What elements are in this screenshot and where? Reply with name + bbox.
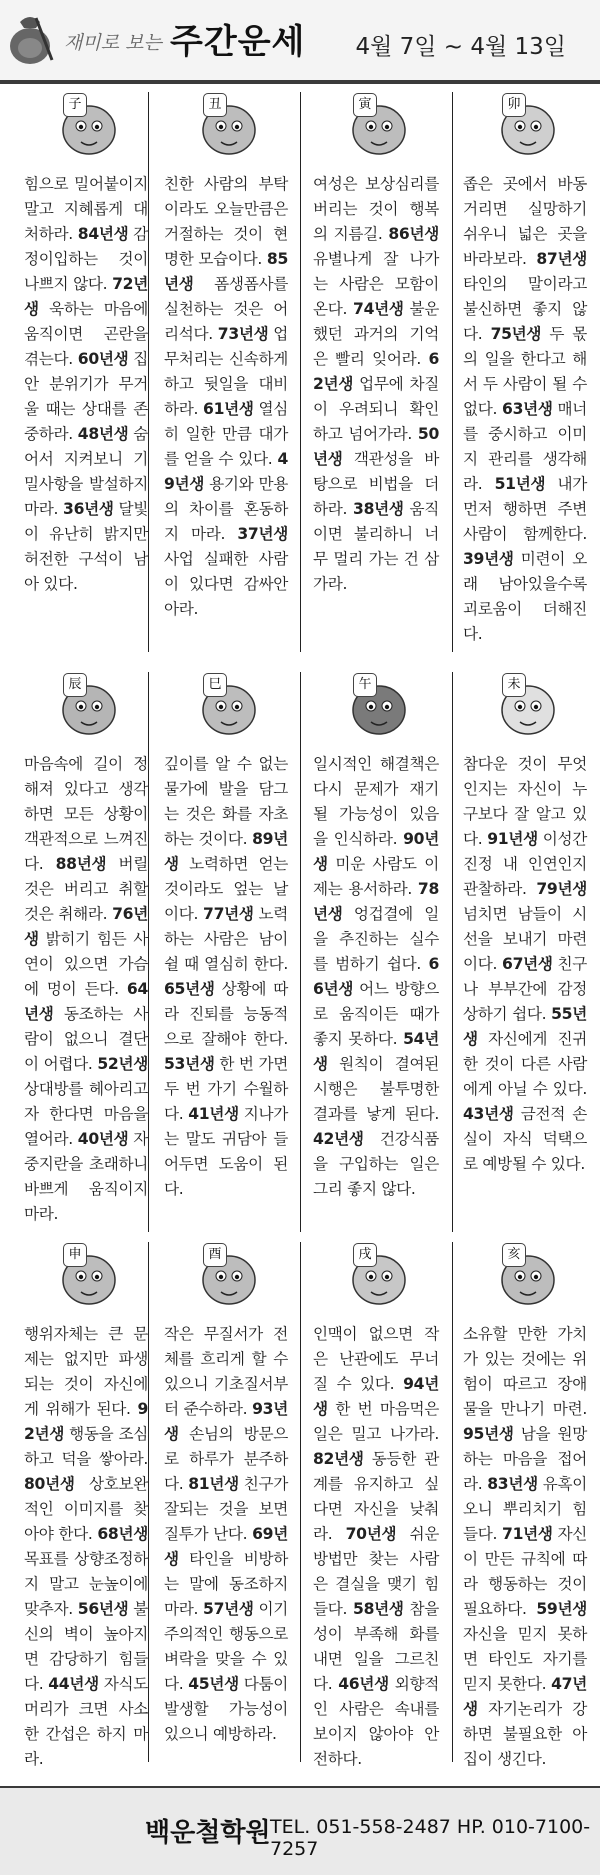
academy-name: 백운철학원 [145,1818,271,1848]
fortune-text [463,172,587,647]
birth-year: 88년생 [55,855,107,873]
sheep-icon [490,670,560,740]
tiger-icon [341,90,411,160]
fortune-sentence: 지나가는 말도 귀담아 들어두면 도움이 된다. [164,1105,289,1198]
column-divider [300,1242,301,1762]
fortune-text [164,172,288,622]
birth-year: 48년생 [77,425,129,443]
ox-icon [191,90,261,160]
monkey-icon [51,1240,121,1310]
fortune-sentence: 친구가 잘되는 것을 보면 질투가 난다. [164,1475,289,1543]
birth-year: 87년생 [536,250,587,268]
fortune-sentence: 달빛이 유난히 밝지만 허전한 구석이 남아 있다. [24,500,149,593]
fortune-sentence: 한 번 마음먹은 일은 밀고 나가라. [313,1400,439,1443]
fortune-sentence: 친한 사람의 부탁이라도 오늘만큼은 거절하는 것이 현명한 모습이다. [164,175,288,268]
birth-year: 67년생 [502,955,553,973]
birth-year: 50년생 [313,425,439,468]
birth-year: 37년생 [237,525,288,543]
birth-year: 36년생 [63,500,114,518]
horoscope-grid [0,80,600,1786]
birth-year: 44년생 [48,1675,99,1693]
fortune-sentence: 이기주의적인 행동으로 벼락을 맞을 수 있다. [164,1600,289,1693]
birth-year: 61년생 [203,400,254,418]
column-divider [148,92,149,652]
zodiac-sign-label: 亥 [502,1243,526,1267]
fortune-sentence: 엉겁결에 일을 추진하는 실수를 범하기 쉽다. [313,905,439,973]
column-divider [300,92,301,652]
column-divider [148,1242,149,1762]
birth-year: 57년생 [203,1600,254,1618]
fortune-sentence: 동등한 관계를 유지하고 싶다면 자신을 낮춰라. [313,1450,439,1543]
snake-icon [191,670,261,740]
birth-year: 52년생 [97,1055,148,1073]
birth-year: 81년생 [188,1475,239,1493]
zodiac-card-horse [313,670,439,1202]
title-subtitle: 재미로 보는 [64,32,162,54]
fortune-sentence: 외향적인 사람은 속내를 보이지 않아야 안전하다. [313,1675,440,1768]
fortune-text [313,1322,439,1772]
birth-year: 39년생 [463,550,514,568]
zodiac-card-dragon [24,670,148,1227]
birth-year: 40년생 [77,1130,129,1148]
birth-year: 70년생 [345,1525,397,1543]
fortune-text [164,1322,288,1747]
fortune-text [313,172,439,597]
fortune-sentence: 유별나게 잘 나가는 사람은 모함이 온다. [313,250,439,318]
birth-year: 71년생 [502,1525,553,1543]
fortune-sentence: 움직이면 불리하니 너무 멀리 가는 건 삼가라. [313,500,440,593]
birth-year: 51년생 [494,475,546,493]
birth-year: 73년생 [217,325,269,343]
fortune-sentence: 노력하는 사람은 남이 쉴 때 열심히 한다. [164,905,289,973]
birth-year: 63년생 [502,400,553,418]
fortune-sentence: 두 몫의 일을 한다고 해서 두 사람이 될 수 없다. [463,325,588,418]
birth-year: 80년생 [24,1475,75,1493]
birth-year: 75년생 [490,325,542,343]
fortune-sentence: 미련이 오래 남아있을수록 괴로움이 더해진다. [463,550,587,643]
fortune-sentence: 내가 먼저 행하면 주변 사람이 함께한다. [463,475,587,543]
birth-year: 56년생 [77,1600,129,1618]
birth-year: 54년생 [313,1030,439,1073]
page-title: 주간운세 [170,22,306,62]
fortune-text [463,1322,587,1772]
birth-year: 60년생 [77,350,129,368]
birth-year: 43년생 [463,1105,514,1123]
zodiac-sign-label: 酉 [203,1243,227,1267]
zodiac-sign-label: 子 [63,93,87,117]
fortune-sentence: 넘치면 남들이 시선을 보내기 마련이다. [463,905,587,973]
birth-year: 38년생 [353,500,404,518]
fortune-sentence: 일시적인 해결책은 다시 문제가 재기될 가능성이 있음을 인식하라. [313,755,439,848]
fortune-sentence: 손님의 방문으로 하루가 분주하다. [164,1425,288,1493]
fortune-sentence: 목표를 상향조정하지 말고 눈높이에 맞추자. [24,1550,148,1618]
birth-year: 82년생 [313,1450,364,1468]
fortune-sentence: 친구나 부부간에 감정 상하기 쉽다. [463,955,588,1023]
fortune-sentence: 쉬운 방법만 찾는 사람은 결실을 맺기 힘들다. [313,1525,439,1618]
fortune-text [24,1322,148,1772]
fortune-sentence: 버릴 것은 버리고 취할 것은 취해라. [24,855,148,923]
fortune-sentence: 용기와 만용의 차이를 혼동하지 마라. [164,475,288,543]
birth-year: 89년생 [164,830,288,873]
zodiac-sign-label: 申 [63,1243,87,1267]
birth-year: 72년생 [24,275,148,318]
birth-year: 86년생 [388,225,439,243]
birth-year: 64년생 [24,980,148,1023]
fortune-sentence: 작은 무질서가 전체를 흐리게 할 수 있으니 기초질서부터 준수하라. [164,1325,288,1418]
date-range: 4월 7일 ~ 4월 13일 [355,34,566,60]
dog-icon [341,1240,411,1310]
zodiac-sign-label: 辰 [63,673,87,697]
birth-year: 47년생 [463,1675,587,1718]
rat-icon [51,90,121,160]
column-divider [148,672,149,1232]
fortune-sentence: 어느 방향으로 움직이든 때가 좋지 못하다. [313,980,439,1048]
birth-year: 93년생 [164,1400,288,1443]
birth-year: 53년생 [164,1055,215,1073]
fortune-sentence: 불운했던 과거의 기억은 빨리 잊어라. [313,300,440,368]
fortune-sentence: 상호보완적인 이미지를 찾아야 한다. [24,1475,148,1543]
zodiac-card-monkey [24,1240,148,1772]
birth-year: 42년생 [313,1130,364,1148]
birth-year: 46년생 [338,1675,389,1693]
fortune-sentence: 동조하는 사람이 없으니 결단이 어렵다. [24,1005,148,1073]
birth-year: 65년생 [164,980,215,998]
zodiac-sign-label: 丑 [203,93,227,117]
zodiac-sign-label: 巳 [203,673,227,697]
fortune-sentence: 자중지란을 초래하니 바쁘게 움직이지 마라. [24,1130,149,1223]
birth-year: 66년생 [313,955,439,998]
fortune-sentence: 사업 실패한 사람이 있다면 감싸안아라. [164,550,288,618]
birth-year: 95년생 [463,1425,514,1443]
fortune-sentence: 행동을 조심하고 덕을 쌓아라. [24,1425,148,1468]
fortune-sentence: 객관성을 바탕으로 비법을 더하라. [313,450,439,518]
fortune-sentence: 매너를 중시하고 이미지 관리를 생각해라. [463,400,588,493]
fortune-sentence: 불신의 벽이 높아지면 감당하기 힘들다. [24,1600,149,1693]
zodiac-card-rabbit [463,90,587,647]
zodiac-card-dog [313,1240,439,1772]
birth-year: 68년생 [97,1525,148,1543]
header [0,0,600,84]
fortune-text [24,172,148,597]
fortune-sentence: 업무에 차질이 우려되니 확인하고 넘어가라. [313,375,439,443]
contact-info: TEL. 051-558-2487 HP. 010-7100-7257 [270,1816,591,1860]
fortune-sentence: 참다운 것이 무엇인지는 자신이 누구보다 잘 알고 있다. [463,755,587,848]
birth-year: 90년생 [313,830,439,873]
birth-year: 77년생 [203,905,254,923]
fortune-sentence: 이성간 진정 내 인연인지 관찰하라. [463,830,588,898]
fortune-text [24,752,148,1227]
zodiac-card-sheep [463,670,587,1177]
zodiac-sign-label: 午 [353,673,377,697]
zodiac-card-rat [24,90,148,597]
birth-year: 84년생 [77,225,129,243]
fortune-sentence: 마음속에 길이 정해져 있다고 생각하면 모든 상황이 객관적으로 느껴진다. [24,755,148,873]
rabbit-icon [490,90,560,160]
zodiac-card-snake [164,670,288,1202]
fortune-sentence: 숨어서 지켜보니 기밀사항을 발설하지 마라. [24,425,149,518]
birth-year: 62년생 [313,350,439,393]
pig-icon [490,1240,560,1310]
birth-year: 58년생 [353,1600,404,1618]
fortune-bag-icon [6,8,54,66]
column-divider [452,92,453,652]
dragon-icon [51,670,121,740]
fortune-sentence: 타인의 말이라고 불신하면 좋지 않다. [463,275,587,343]
birth-year: 78년생 [313,880,439,923]
fortune-sentence: 노력하면 얻는 것이라도 엎는 날이다. [164,855,288,923]
zodiac-card-rooster [164,1240,288,1747]
zodiac-sign-label: 卯 [502,93,526,117]
footer [0,1786,600,1875]
column-divider [452,1242,453,1762]
fortune-sentence: 자신을 믿지 못하면 타인도 자기를 믿지 못한다. [463,1625,587,1693]
zodiac-card-tiger [313,90,439,597]
birth-year: 41년생 [188,1105,239,1123]
zodiac-sign-label: 未 [502,673,526,697]
fortune-text [463,752,587,1177]
fortune-sentence: 집안 분위기가 무거울 때는 상대를 존중하라. [24,350,149,443]
fortune-sentence: 여성은 보상심리를 버리는 것이 행복의 지름길. [313,175,439,243]
fortune-sentence: 자신에게 진귀한 것이 다른 사람에게 아닐 수 있다. [463,1030,587,1098]
zodiac-card-pig [463,1240,587,1772]
horse-icon [341,670,411,740]
birth-year: 74년생 [353,300,404,318]
fortune-sentence: 폼생폼사를 실천하는 것은 어리석다. [164,275,288,343]
birth-year: 55년생 [463,1005,587,1048]
birth-year: 92년생 [24,1400,148,1443]
fortune-sentence: 미운 사람도 이제는 용서하라. [313,855,439,898]
fortune-sentence: 좁은 곳에서 바동거리면 실망하기 쉬우니 넓은 곳을 바라보라. [463,175,587,268]
fortune-sentence: 참을성이 부족해 화를 내면 일을 그르친다. [313,1600,440,1693]
fortune-sentence: 금전적 손실이 자식 덕택으로 예방될 수 있다. [463,1105,587,1173]
fortune-sentence: 다툼이 발생할 가능성이 있으니 예방하라. [164,1675,289,1743]
column-divider [300,672,301,1232]
fortune-sentence: 원칙이 결여된 시행은 불투명한 결과를 낳게 된다. [313,1055,439,1123]
fortune-sentence: 유혹이 오니 뿌리치기 힘들다. [463,1475,588,1543]
birth-year: 91년생 [487,830,538,848]
fortune-sentence: 자기논리가 강하면 불필요한 아집이 생긴다. [463,1700,587,1768]
rooster-icon [191,1240,261,1310]
fortune-sentence: 힘으로 밀어붙이지 말고 지혜롭게 대처하라. [24,175,148,243]
fortune-sentence: 소유할 만한 가치가 있는 것에는 위험이 따르고 장애물을 만나기 마련. [463,1325,587,1418]
fortune-sentence: 밝히기 힘든 사연이 있으면 가슴에 멍이 든다. [24,930,148,998]
birth-year: 45년생 [188,1675,239,1693]
fortune-sentence: 남을 원망하는 마음을 접어라. [463,1425,587,1493]
zodiac-sign-label: 寅 [353,93,377,117]
fortune-sentence: 깊이를 알 수 없는 물가에 발을 담그는 것은 화를 자초하는 것이다. [164,755,288,848]
birth-year: 94년생 [313,1375,439,1418]
fortune-sentence: 건강식품을 구입하는 일은 그리 좋지 않다. [313,1130,439,1198]
fortune-sentence: 업무처리는 신속하게 하고 뒷일을 대비하라. [164,325,289,418]
birth-year: 85년생 [164,250,288,293]
fortune-sentence: 상황에 따라 진퇴를 능동적으로 잘해야 한다. [164,980,288,1048]
fortune-sentence: 열심히 일한 만큼 대가를 얻을 수 있다. [164,400,289,468]
fortune-text [313,752,439,1202]
fortune-sentence: 타인을 비방하는 말에 동조하지 마라. [164,1550,288,1618]
birth-year: 49년생 [164,450,288,493]
fortune-text [164,752,288,1202]
birth-year: 69년생 [164,1525,288,1568]
fortune-sentence: 상대방를 헤아리고자 한다면 마음을 열어라. [24,1080,148,1148]
birth-year: 59년생 [536,1600,587,1618]
zodiac-card-ox [164,90,288,622]
fortune-sentence: 한 번 가면 두 번 가기 수월하다. [164,1055,288,1123]
fortune-sentence: 인맥이 없으면 작은 난관에도 무너질 수 있다. [313,1325,439,1393]
birth-year: 79년생 [536,880,587,898]
column-divider [452,672,453,1232]
birth-year: 76년생 [24,905,148,948]
fortune-sentence: 자식도 머리가 크면 사소한 간섭은 하지 마라. [24,1675,149,1768]
fortune-sentence: 감정이입하는 것이 나쁘지 않다. [24,225,149,293]
fortune-sentence: 자신이 만든 규칙에 따라 행동하는 것이 필요하다. [463,1525,588,1618]
birth-year: 83년생 [487,1475,538,1493]
fortune-sentence: 행위자체는 큰 문제는 없지만 파생되는 것이 자신에게 위해가 된다. [24,1325,148,1418]
fortune-sentence: 욱하는 마음에 움직이면 곤란을 겪는다. [24,300,148,368]
zodiac-sign-label: 戌 [353,1243,377,1267]
